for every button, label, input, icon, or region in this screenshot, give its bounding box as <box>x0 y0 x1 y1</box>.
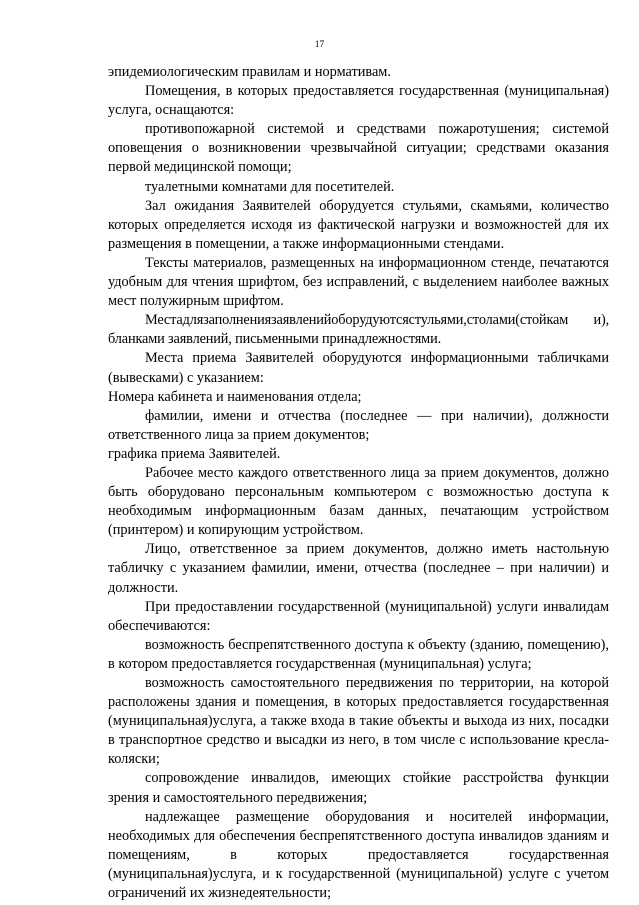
paragraph-desk-plate: Лицо, ответственное за прием документов, должно иметь настольную табличку с указанием фамилии, имени, отчества (последнее – при наличии) и должности. <box>108 541 609 596</box>
page-body <box>108 63 609 903</box>
paragraph-reception-places: Места приема Заявителей оборудуются информационными табличками (вывесками) с указанием: <box>108 350 609 386</box>
paragraph-workplace: Рабочее место каждого ответственного лица за прием документов, должно быть оборудовано персональным компьютером с возможностью доступа к необходимым информационным базам данных, печатающим устройством (принтером) и копирующим устройством. <box>108 464 609 539</box>
paragraph-premises: Помещения, в которых предоставляется государственная (муниципальная) услуга, оснащаются: <box>108 83 609 119</box>
page-number: 17 <box>314 40 325 50</box>
paragraph-reception-schedule: графика приема Заявителей. <box>108 445 281 462</box>
paragraph-continuation: эпидемиологическим правилам и нормативам. <box>108 64 391 80</box>
paragraph-equipment-placement: надлежащее размещение оборудования и носителей информации, необходимых для обеспечения беспрепятственного доступа инвалидов зданиям и помещениям, в которых предоставляется государственная (муниципальная)услуга, и к государственной (муниципальной) услуге с учетом ограничений их жизнедеятельности; <box>108 808 609 902</box>
paragraph-filling-places: Местадлязаполнениязаявленийоборудуютсястульями,столами(стойкам и), бланками заявлений, письменными принадлежностями. <box>108 312 609 348</box>
paragraph-unobstructed-access: возможность беспрепятственного доступа к объекту (зданию, помещению), в котором предоставляется государственная (муниципальная) услуга; <box>108 636 609 672</box>
paragraph-room-numbers: Номера кабинета и наименования отдела; <box>108 388 362 405</box>
paragraph-stand-texts: Тексты материалов, размещенных на информационном стенде, печатаются удобным для чтения шрифтом, без исправлений, с выделением наиболее важных мест полужирным шрифтом. <box>108 254 609 310</box>
paragraph-toilets: туалетными комнатами для посетителей. <box>145 178 395 195</box>
paragraph-responsible-person-name: фамилии, имени и отчества (последнее — при наличии), должности ответственного лица за прием документов; <box>108 407 609 443</box>
paragraph-fire-system: противопожарной системой и средствами пожаротушения; системой оповещения о возникновении чрезвычайной ситуации; средствами оказания первой медицинской помощи; <box>108 121 609 176</box>
paragraph-waiting-hall: Зал ожидания Заявителей оборудуется стульями, скамьями, количество которых определяется исходя из фактической нагрузки и возможностей для их размещения в помещении, а также информационными стендами. <box>108 197 609 252</box>
paragraph-disabled-provisions: При предоставлении государственной (муниципальной) услуги инвалидам обеспечиваются: <box>108 598 609 634</box>
paragraph-escort: сопровождение инвалидов, имеющих стойкие расстройства функции зрения и самостоятельного передвижения; <box>108 770 609 806</box>
paragraph-independent-movement: возможность самостоятельного передвижения по территории, на которой расположены здания и помещения, в которых предоставляется государственная (муниципальная)услуга, а также входа в такие объекты и выхода из них, посадки в транспортное средство и высадки из него, в том числе с использование кресла-коляски; <box>108 675 609 768</box>
